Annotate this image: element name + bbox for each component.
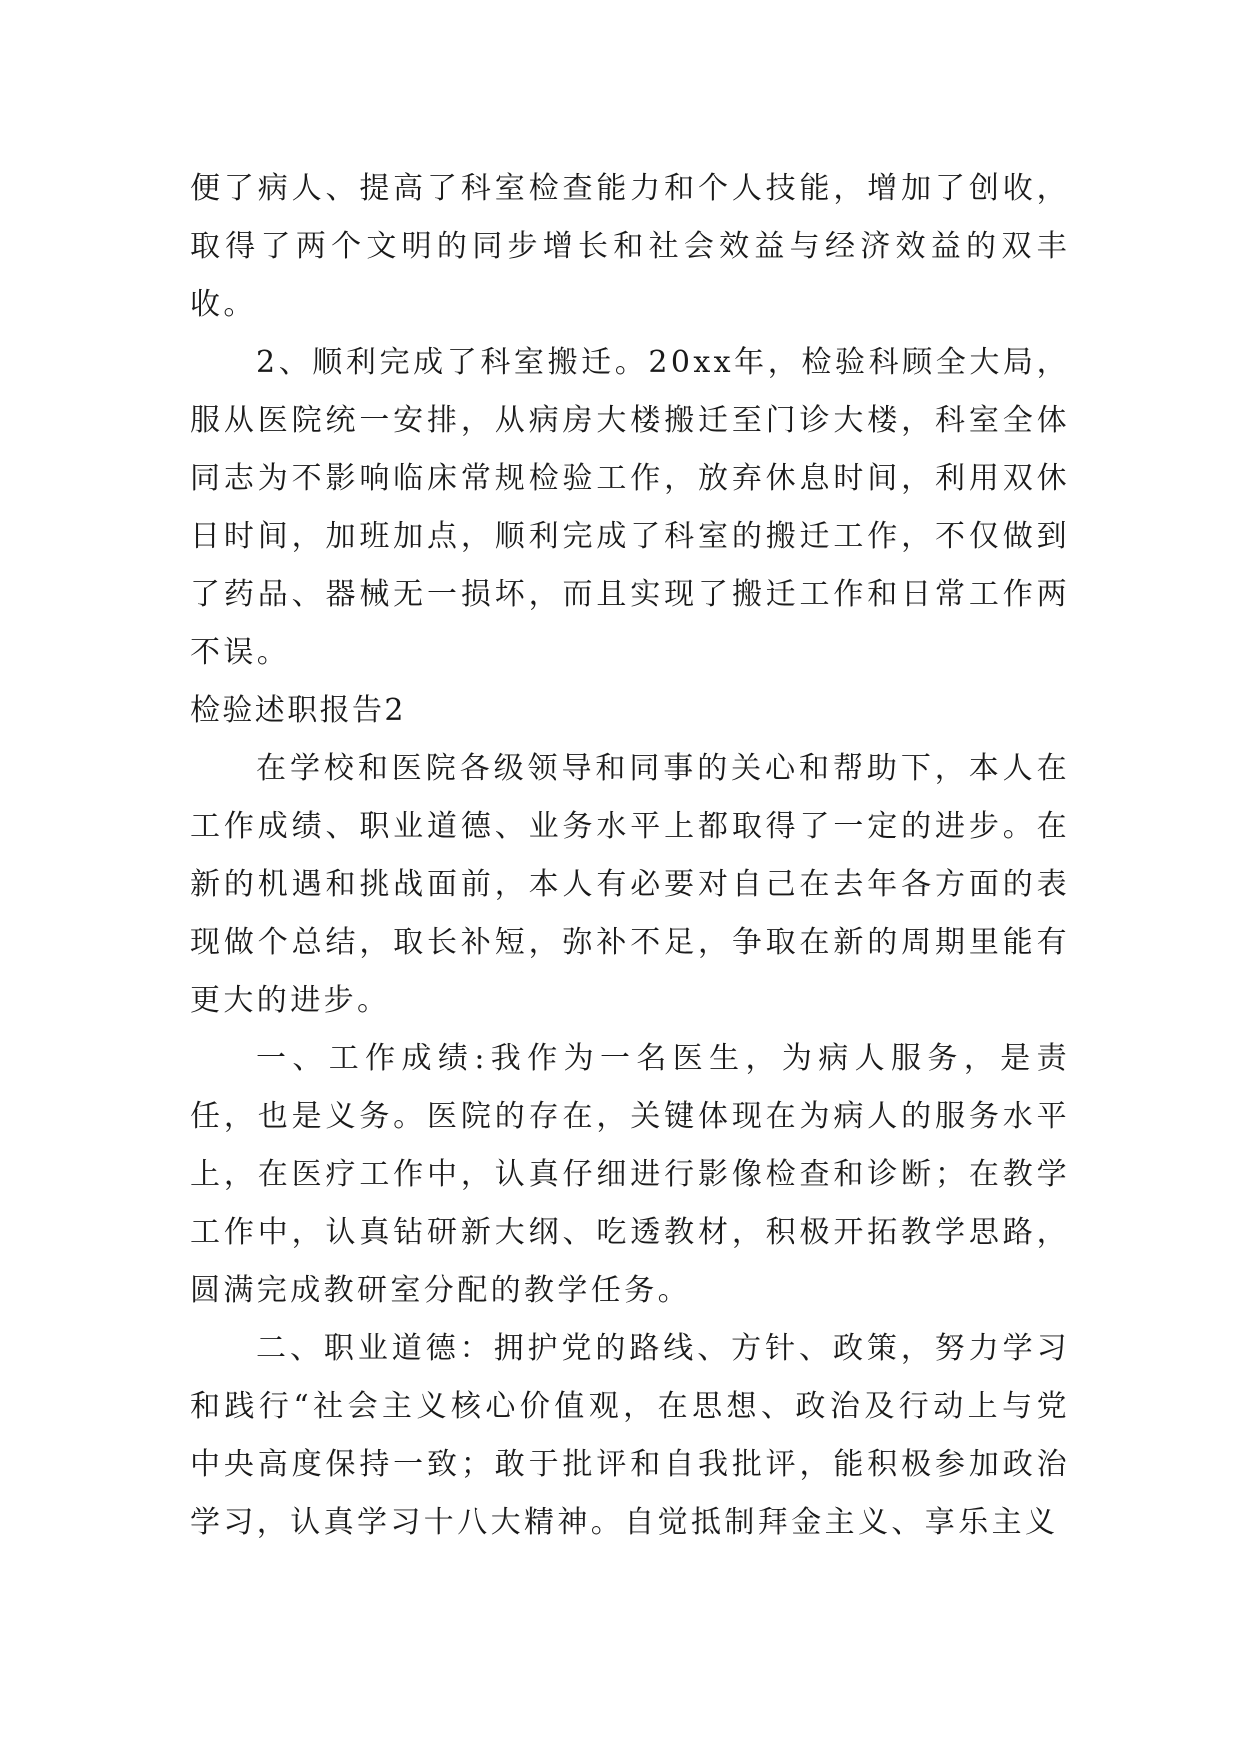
- paragraph-work-achievements: 一、工作成绩:我作为一名医生，为病人服务，是责任，也是义务。医院的存在，关键体现在为病人的服务水平上，在医疗工作中，认真仔细进行影像检查和诊断；在教学工作中，认真钻研新大纲、吃透教材，积极开拓教学思路，圆满完成教研室分配的教学任务。: [190, 1041, 1070, 1308]
- paragraph-intro: 在学校和医院各级领导和同事的关心和帮助下，本人在工作成绩、职业道德、业务水平上都取得了一定的进步。在新的机遇和挑战面前，本人有必要对自己在去年各方面的表现做个总结，取长补短，弥补不足，争取在新的周期里能有更大的进步。: [190, 751, 1070, 1018]
- paragraph-relocation: 2、顺利完成了科室搬迁。20xx年，检验科顾全大局，服从医院统一安排，从病房大楼搬迁至门诊大楼，科室全体同志为不影响临床常规检验工作，放弃休息时间，利用双休日时间，加班加点，顺利完成了科室的搬迁工作，不仅做到了药品、器械无一损坏，而且实现了搬迁工作和日常工作两不误。: [190, 345, 1070, 670]
- document-page: [190, 160, 1070, 1552]
- paragraph-continuation: 便了病人、提高了科室检查能力和个人技能，增加了创收，取得了两个文明的同步增长和社会效益与经济效益的双丰收。: [190, 171, 1070, 322]
- section-title: 检验述职报告2: [190, 693, 406, 728]
- paragraph-professional-ethics: 二、职业道德：拥护党的路线、方针、政策，努力学习和践行“社会主义核心价值观，在思想、政治及行动上与党中央高度保持一致；敢于批评和自我批评，能积极参加政治学习，认真学习十八大精神。自觉抵制拜金主义、享乐主义: [190, 1331, 1070, 1540]
